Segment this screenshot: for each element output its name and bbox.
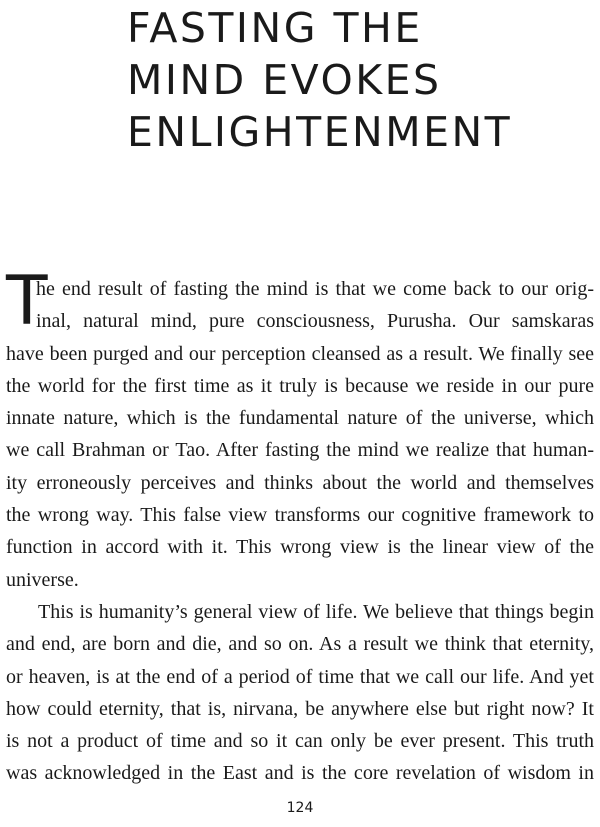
page-number: 124 [286, 800, 314, 816]
chapter-title-line: MIND EVOKES [127, 56, 442, 104]
text-line: he end result of fasting the mind is that we come back to our orig- [36, 278, 594, 300]
text-line: function in accord with it. This wrong view is the linear view of the [6, 536, 594, 559]
text-line: the wrong way. This false view transforms our cognitive framework to [6, 504, 594, 527]
text-line: the world for the first time as it truly is because we reside in our pure [6, 374, 594, 397]
text-line: inal, natural mind, pure consciousness, Purusha. Our samskaras [36, 310, 594, 333]
chapter-title-line: FASTING THE [127, 4, 423, 52]
body-text [6, 273, 594, 790]
text-line: universe. [6, 568, 79, 591]
drop-cap: T [6, 262, 48, 341]
text-line: we call Brahman or Tao. After fasting the mind we realize that human- [6, 439, 594, 462]
text-line: ity erroneously perceives and thinks about the world and themselves [6, 471, 594, 494]
text-line: This is humanity’s general view of life. We believe that things begin [38, 600, 594, 623]
text-line: how could eternity, that is, nirvana, be anywhere else but right now? It [6, 697, 594, 720]
chapter-title-line: ENLIGHTENMENT [127, 108, 513, 156]
text-line: and end, are born and die, and so on. As a result we think that eternity, [6, 633, 594, 656]
text-line: or heaven, is at the end of a period of time that we call our life. And yet [6, 665, 594, 688]
text-line: have been purged and our perception cleansed as a result. We finally see [6, 342, 594, 365]
chapter-title [127, 2, 587, 158]
text-line: is not a product of time and so it can only be ever present. This truth [6, 730, 594, 753]
text-line: was acknowledged in the East and is the core revelation of wisdom in [6, 762, 594, 785]
text-line: innate nature, which is the fundamental nature of the universe, which [6, 407, 594, 430]
